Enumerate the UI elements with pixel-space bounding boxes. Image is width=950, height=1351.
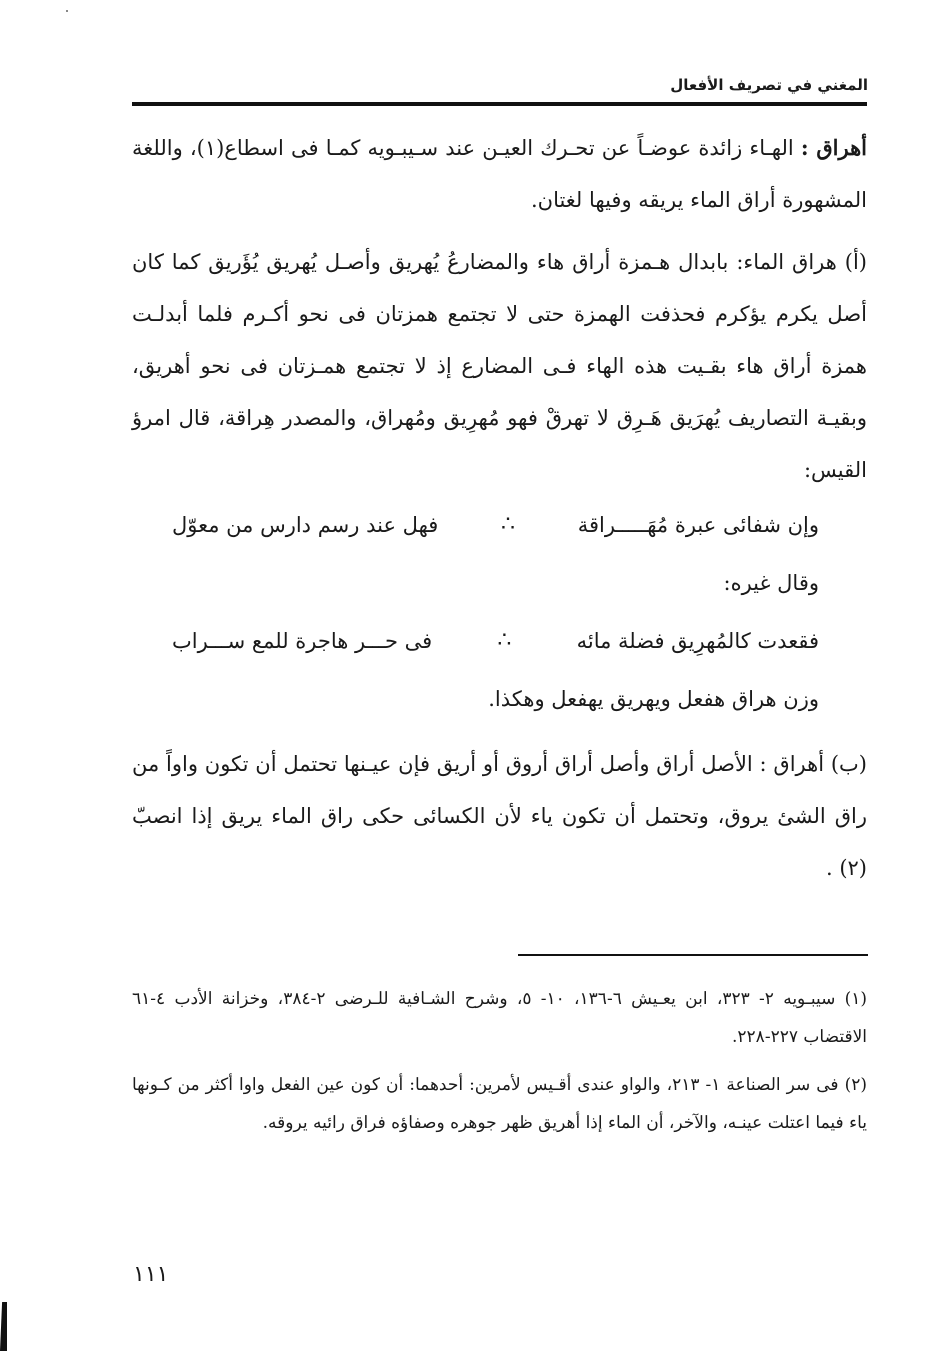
verse-second-hemistich: فهل عند رسم دارس من معوّل [172, 513, 439, 537]
verse-first-hemistich: وإن شفائى عبرة مُهَـــــراقة [577, 513, 819, 537]
entry-term: أهراق : [800, 135, 867, 160]
footnote-1: (١) سيبـويه ٢- ٣٢٣، ابن يعـيش ٦-١٣٦، ١٠- ٥، وشرح الشـافية للـرضى ٢-٣٨٤، وخزانة الأدب ٤-٦١ الاقتضاب ٢٢٧-٢٢٨. [132, 989, 868, 1047]
footnotes [132, 980, 867, 1152]
verse-second-hemistich: فى حـــر هاجرة للمع ســـراب [172, 629, 433, 653]
spacer [132, 226, 867, 236]
verse-first-hemistich: فقعدت كالمُهرِيق فضلة مائه [576, 629, 819, 653]
verse-separator: ∴ [497, 628, 512, 653]
scan-edge-mark [0, 1302, 7, 1351]
footnote-2: (٢) فى سر الصناعة ١- ٢١٣، والواو عندى أقـيس لأمرين: أحدهما: أن كون عين الفعل واوا أكثر من كـونها ياء فيما اعتلت عينـه، والآخر، أن الماء إذا أهريق ظهر جوهره وصفاؤه فراق رائيه يروقه. [132, 1075, 867, 1133]
spacer [132, 728, 867, 738]
header-rule [132, 102, 867, 106]
verse-separator: ∴ [501, 512, 516, 537]
paragraph-wazn: وزن هراق هفعل ويهريق يهفعل وهكذا. [488, 687, 819, 711]
footnote-rule [518, 954, 868, 956]
page-number: ١١١ [133, 1262, 169, 1287]
verse-imru-al-qays [132, 496, 867, 554]
paragraph-text: الهـاء زائدة عوضـاً عن تحـرك العيـن عند سـيبـويه كمـا فى اسطاع(١)، واللغة المشهورة أراق الماء يريقه وفيها لغتان. [132, 136, 867, 212]
verse-other-poet [132, 612, 867, 670]
paragraph-ahraq-b: (ب) أهراق : الأصل أراق وأصل أراق أروق أو أريق فإن عيـنها تحتمل أن تكون واواً من راق الشئ يروق، وتحتمل أن تكون ياء لأن الكسائى حكى راق الماء يريق إذا انصبّ (٢) . [132, 752, 867, 880]
main-text [132, 122, 867, 894]
running-header: المغني في تصريف الأفعال [670, 76, 868, 94]
paragraph-hiraq: (أ) هراق الماء: بابدال هـمزة أراق هاء والمضارعُ يُهريق وأصـل يُهريق يُؤَريق كما كان أصل يكرم يؤكرم فحذفت الهمزة حتى لا تجتمع همزتان فى نحو أكـرم فلما أبدلـت همزة أراق هاء بقـيت هذه الهاء فـى المضارع إذ لا تجتمع همـزتان فى نحو أهريق، وبقيـة التصاريف يُهرَيق هَـرِق لا تهرقْ فهو مُهرِيق ومُهراق، والمصدر هِراقة، قال امرؤ القيس: [132, 250, 867, 482]
scan-speck [66, 10, 68, 12]
paragraph-ahraq [132, 122, 867, 226]
quote-intro: وقال غيره: [723, 571, 819, 595]
